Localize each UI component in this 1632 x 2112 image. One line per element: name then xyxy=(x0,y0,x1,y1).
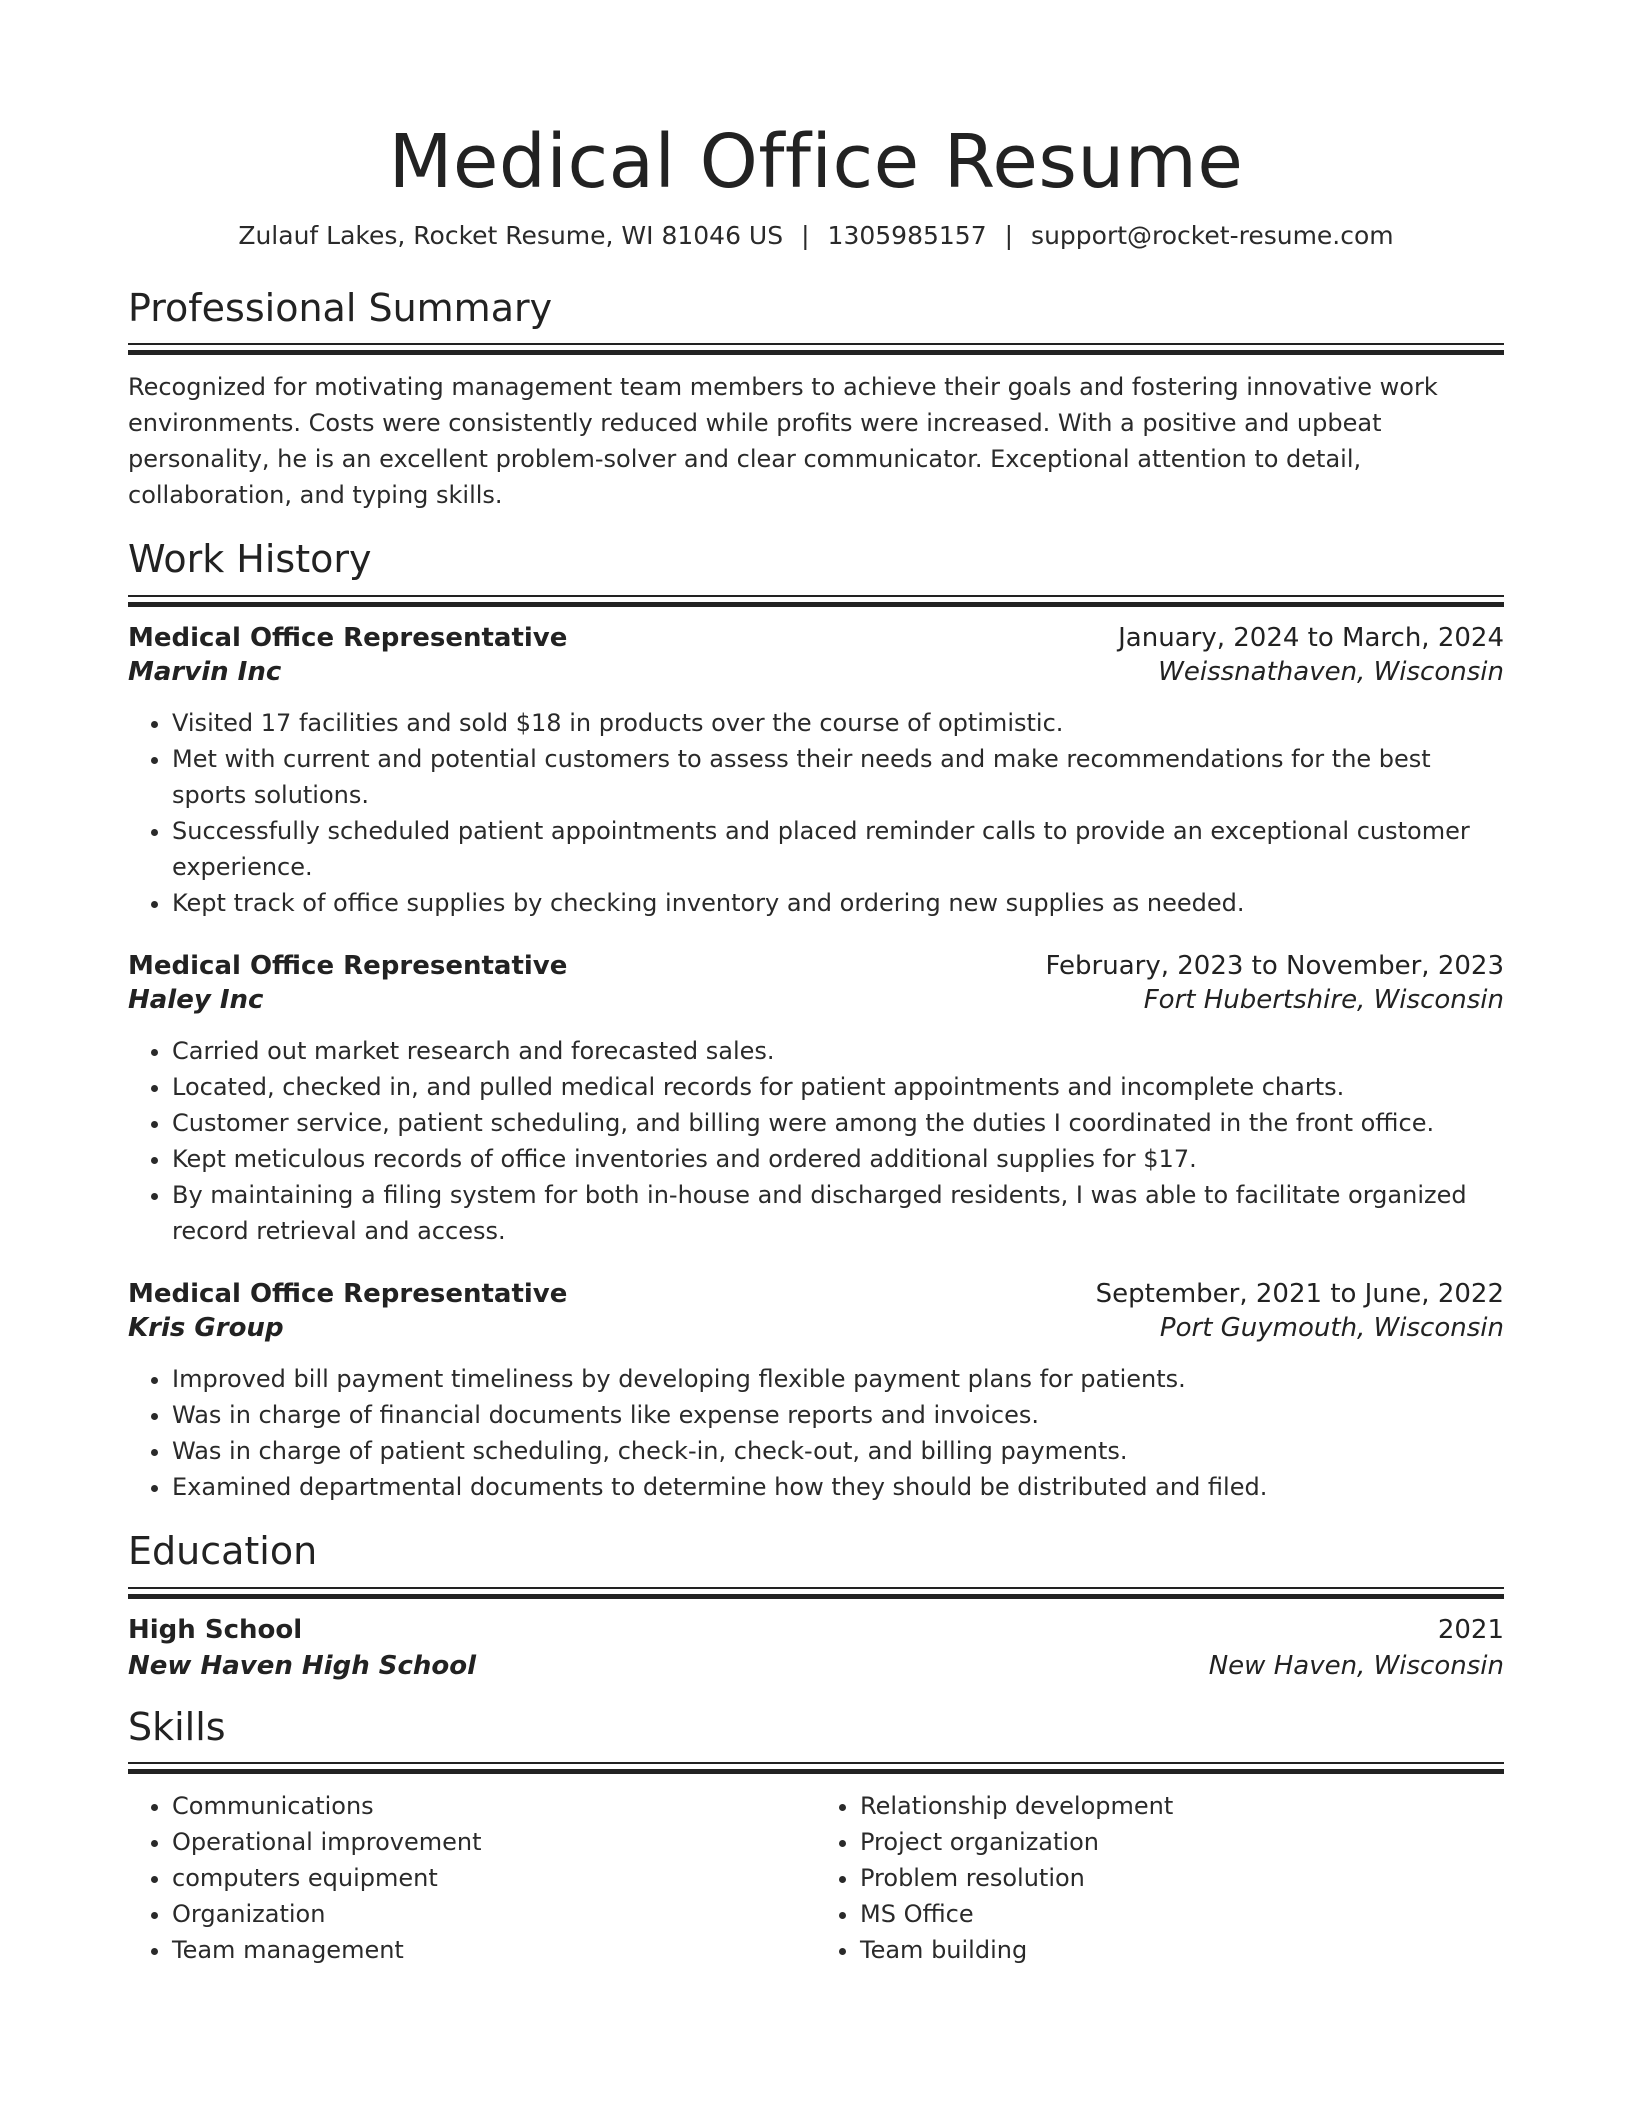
job-header-row xyxy=(128,623,1504,653)
education-school-row xyxy=(128,1651,1504,1681)
section-heading-work-history: Work History xyxy=(128,537,372,582)
summary-section xyxy=(128,286,1504,514)
contact-separator: | xyxy=(801,220,810,250)
skills-list-right xyxy=(816,1788,1504,1968)
job-duty: • Located, checked in, and pulled medical records for patient appointments and incomplete charts. xyxy=(172,1069,1504,1105)
job-header-row xyxy=(128,1279,1504,1309)
job-entry xyxy=(128,1279,1504,1505)
contact-phone: 1305985157 xyxy=(827,220,987,250)
job-duty: • Customer service, patient scheduling, and billing were among the duties I coordinated in the front office. xyxy=(172,1105,1504,1141)
job-title: Medical Office Representative xyxy=(128,950,568,981)
job-duty: • Met with current and potential customers to assess their needs and make recommendations for the best sports solutions. xyxy=(172,741,1504,813)
education-section xyxy=(128,1529,1504,1681)
skill-item: • Operational improvement xyxy=(172,1824,816,1860)
skills-grid xyxy=(128,1788,1504,1968)
education-school: New Haven High School xyxy=(128,1650,477,1681)
job-entry xyxy=(128,623,1504,921)
section-divider xyxy=(128,1762,1504,1774)
education-entry xyxy=(128,1615,1504,1681)
job-company: Marvin Inc xyxy=(128,656,282,687)
skill-item: • MS Office xyxy=(860,1896,1504,1932)
skill-item: • computers equipment xyxy=(172,1860,816,1896)
job-duty: • Examined departmental documents to determine how they should be distributed and filed. xyxy=(172,1469,1504,1505)
job-company: Kris Group xyxy=(128,1312,284,1343)
skill-item: • Organization xyxy=(172,1896,816,1932)
job-duties-list xyxy=(128,705,1504,921)
job-duty: • Was in charge of patient scheduling, check-in, check-out, and billing payments. xyxy=(172,1433,1504,1469)
skill-item: • Project organization xyxy=(860,1824,1504,1860)
job-dates: January, 2024 to March, 2024 xyxy=(1118,622,1504,653)
job-company-row xyxy=(128,1313,1504,1343)
education-year: 2021 xyxy=(1437,1614,1504,1645)
section-divider xyxy=(128,343,1504,355)
job-location: Port Guymouth, Wisconsin xyxy=(1159,1312,1504,1343)
section-heading-education: Education xyxy=(128,1528,318,1573)
job-dates: September, 2021 to June, 2022 xyxy=(1095,1278,1504,1309)
education-header-row xyxy=(128,1615,1504,1645)
skill-item: • Communications xyxy=(172,1788,816,1824)
job-duty: • Improved bill payment timeliness by developing flexible payment plans for patients. xyxy=(172,1361,1504,1397)
job-company-row xyxy=(128,657,1504,687)
contact-email: support@rocket-resume.com xyxy=(1031,220,1394,250)
skill-item: • Team management xyxy=(172,1932,816,1968)
job-company: Haley Inc xyxy=(128,984,264,1015)
job-location: Weissnathaven, Wisconsin xyxy=(1158,656,1504,687)
job-duty: • Carried out market research and forecasted sales. xyxy=(172,1033,1504,1069)
section-divider xyxy=(128,595,1504,607)
contact-address: Zulauf Lakes, Rocket Resume, WI 81046 US xyxy=(238,220,784,250)
contact-line xyxy=(128,221,1504,250)
resume-title: Medical Office Resume xyxy=(388,119,1244,205)
summary-text: Recognized for motivating management team members to achieve their goals and fostering innovative work environments. Costs were consistently reduced while profits were increased. With a positive and upbeat personality, he is an excellent problem-solver and clear communicator. Exceptional attention to detail, collaboration, and typing skills. xyxy=(128,373,1438,510)
job-duty: • Kept track of office supplies by checking inventory and ordering new supplies as needed. xyxy=(172,885,1504,921)
job-location: Fort Hubertshire, Wisconsin xyxy=(1143,984,1504,1015)
section-heading-summary: Professional Summary xyxy=(128,285,553,330)
job-duties-list xyxy=(128,1361,1504,1505)
contact-separator: | xyxy=(1004,220,1014,250)
job-duties-list xyxy=(128,1033,1504,1249)
job-duty: • Was in charge of financial documents like expense reports and invoices. xyxy=(172,1397,1504,1433)
education-location: New Haven, Wisconsin xyxy=(1208,1650,1504,1681)
skills-list-left xyxy=(128,1788,816,1968)
job-entry xyxy=(128,951,1504,1249)
skill-item: • Relationship development xyxy=(860,1788,1504,1824)
job-header-row xyxy=(128,951,1504,981)
skill-item: • Problem resolution xyxy=(860,1860,1504,1896)
job-duty: • Visited 17 facilities and sold $18 in products over the course of optimistic. xyxy=(172,705,1504,741)
job-duty: • Kept meticulous records of office inventories and ordered additional supplies for $17. xyxy=(172,1141,1504,1177)
work-history-section xyxy=(128,537,1504,1505)
skills-section xyxy=(128,1705,1504,1969)
job-title: Medical Office Representative xyxy=(128,1278,568,1309)
job-company-row xyxy=(128,985,1504,1015)
job-dates: February, 2023 to November, 2023 xyxy=(1045,950,1504,981)
job-duty: • Successfully scheduled patient appointments and placed reminder calls to provide an exceptional customer experience. xyxy=(172,813,1504,885)
section-heading-skills: Skills xyxy=(128,1704,226,1749)
education-degree: High School xyxy=(128,1614,303,1645)
job-duty: • By maintaining a filing system for both in-house and discharged residents, I was able to facilitate organized record retrieval and access. xyxy=(172,1177,1504,1249)
job-title: Medical Office Representative xyxy=(128,622,568,653)
skill-item: • Team building xyxy=(860,1932,1504,1968)
section-divider xyxy=(128,1587,1504,1599)
